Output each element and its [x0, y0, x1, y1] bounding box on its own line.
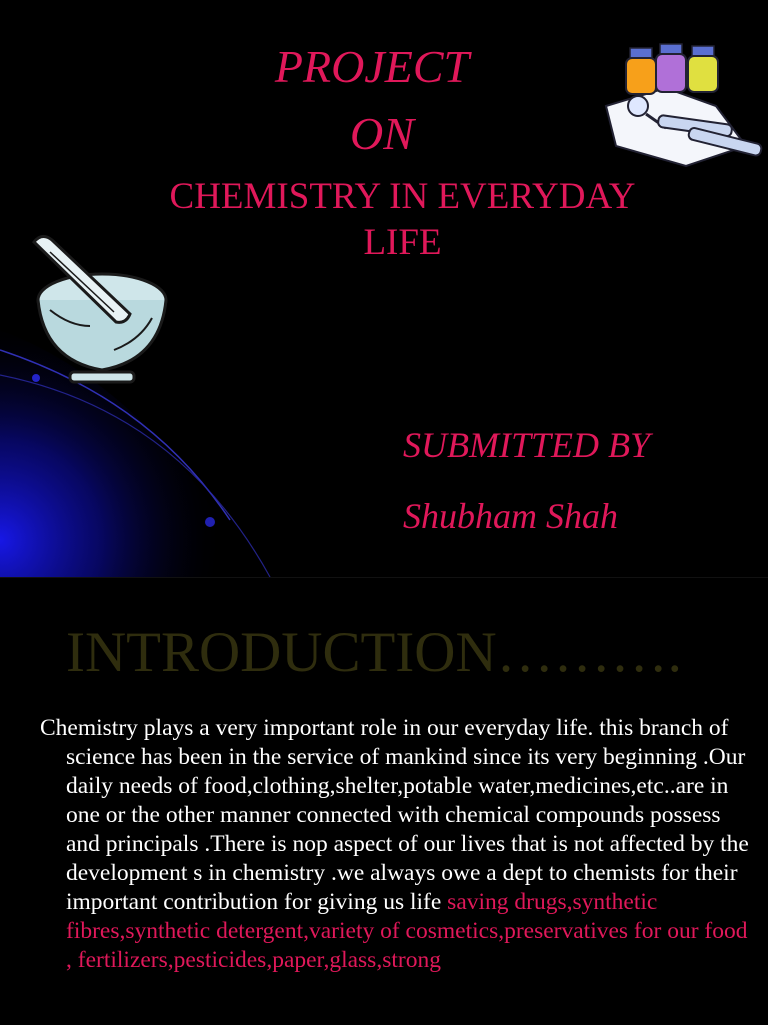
submitted-by-label: SUBMITTED BY — [403, 425, 651, 465]
lab-bottles-icon — [596, 36, 768, 168]
author-name: Shubham Shah — [403, 496, 618, 536]
body-text: Chemistry plays a very important role in our everyday life. this branch of science has been in the service of mankind since its very beginning .Our daily needs of food,clothing,shelter,potable water,medicines,etc..are in one or the other manner connected with chemical compounds possess and principals .There is nop aspect of our lives that is not affected by the development s in chemistry .we always owe a dept to chemists for their important contribution for giving us life — [40, 715, 749, 915]
introduction-heading: INTRODUCTION………. — [66, 621, 682, 684]
project-topic: CHEMISTRY IN EVERYDAY LIFE — [169, 176, 636, 263]
introduction-body — [40, 714, 756, 975]
mortar-pestle-icon — [30, 230, 170, 386]
title-project: PROJECT — [274, 41, 470, 92]
title-on: ON — [350, 108, 414, 159]
slide-introduction — [0, 577, 768, 1025]
body-highlight-text: saving drugs,synthetic fibres,synthetic detergent,variety of cosmetics,preservatives for our food , fertilizers,pesticides,paper,glass,strong — [66, 889, 748, 973]
